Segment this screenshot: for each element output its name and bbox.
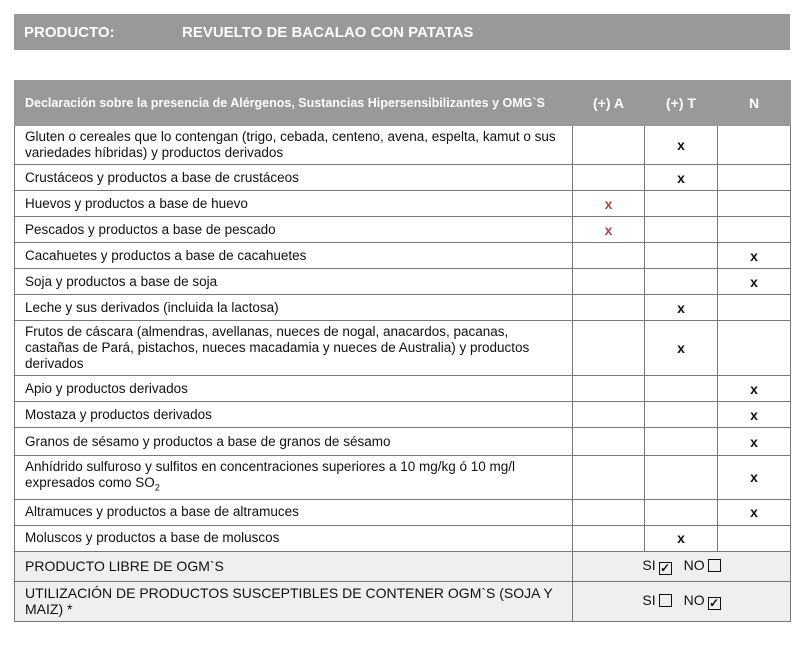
table-row [15,165,791,191]
si-label: SI [642,557,656,574]
table-row [15,499,791,525]
no-label: NO [683,592,705,609]
mark-col-a [573,456,645,500]
mark-col-n: x [718,402,791,428]
checked-box-icon[interactable]: ✓ [660,561,671,576]
table-row [15,295,791,321]
mark-col-t [645,499,718,525]
si-label: SI [642,592,656,609]
allergen-text: Granos de sésamo y productos a base de granos de sésamo [25,433,391,449]
mark-col-n [718,525,791,551]
mark-col-a [573,165,645,191]
allergen-description [15,321,573,376]
allergen-text: Frutos de cáscara (almendras, avellanas, nueces de nogal, anacardos, pacanas, castañas de Pará, pistachos, nueces macadamia y nueces de Australia) y productos derivados [25,324,530,371]
product-header [14,14,790,50]
header-col-t: (+) T [645,81,718,126]
mark-col-t [645,191,718,217]
mark-col-a [573,269,645,295]
table-row [15,456,791,500]
mark-col-a: x [573,217,645,243]
mark-col-t [645,428,718,456]
mark-col-t [645,269,718,295]
summary-text: UTILIZACIÓN DE PRODUCTOS SUSCEPTIBLES DE CONTENER OGM`S (SOJA Y MAIZ) * [15,581,573,621]
mark-col-n: x [718,428,791,456]
allergen-description [15,456,573,500]
allergen-text: Soja y productos a base de soja [25,273,218,289]
mark-col-t [645,402,718,428]
mark-col-t: x [645,126,718,165]
allergen-text: Leche y sus derivados (incluida la lactosa) [25,299,279,315]
mark-col-a [573,376,645,402]
empty-box-icon[interactable] [708,559,721,572]
mark-col-a [573,402,645,428]
summary-choice [573,551,791,581]
allergen-description [15,376,573,402]
table-row [15,126,791,165]
table-row [15,217,791,243]
allergen-description [15,428,573,456]
mark-col-a [573,243,645,269]
product-name: REVUELTO DE BACALAO CON PATATAS [182,23,474,41]
empty-box-icon[interactable] [659,594,672,607]
allergen-description [15,269,573,295]
allergen-text: Altramuces y productos a base de altramuces [25,504,299,520]
mark-col-n [718,126,791,165]
table-header-row [15,81,791,126]
mark-col-n [718,295,791,321]
mark-col-n: x [718,499,791,525]
mark-col-t: x [645,321,718,376]
no-label: NO [683,557,705,574]
table-row [15,191,791,217]
allergen-text: Huevos y productos a base de huevo [25,195,248,211]
allergen-text: Gluten o cereales que lo contengan (trigo, cebada, centeno, avena, espelta, kamut o sus variedades híbridas) y productos derivados [25,129,556,160]
allergen-description [15,295,573,321]
mark-col-t: x [645,295,718,321]
mark-col-n [718,165,791,191]
allergen-text: Moluscos y productos a base de moluscos [25,530,280,546]
allergen-description [15,499,573,525]
table-row [15,321,791,376]
mark-col-n: x [718,269,791,295]
mark-col-n: x [718,243,791,269]
table-row [15,243,791,269]
allergen-text: Mostaza y productos derivados [25,406,212,422]
mark-col-a [573,295,645,321]
mark-col-a [573,499,645,525]
allergen-subscript: 2 [154,482,160,493]
summary-choice [573,581,791,621]
mark-col-a: x [573,191,645,217]
summary-text: PRODUCTO LIBRE DE OGM`S [15,551,573,581]
allergen-description [15,243,573,269]
allergen-description [15,165,573,191]
allergen-description [15,191,573,217]
mark-col-t: x [645,525,718,551]
summary-row [15,581,791,621]
mark-col-a [573,126,645,165]
mark-col-t [645,376,718,402]
mark-col-a [573,321,645,376]
allergen-text: Cacahuetes y productos a base de cacahuetes [25,247,307,263]
header-col-n: N [718,81,791,126]
table-row [15,428,791,456]
header-col-a: (+) A [573,81,645,126]
mark-col-n [718,217,791,243]
mark-col-t [645,217,718,243]
table-row [15,376,791,402]
checked-box-icon[interactable]: ✓ [709,596,720,611]
mark-col-n: x [718,376,791,402]
mark-col-t [645,243,718,269]
mark-col-t [645,456,718,500]
allergen-text: Crustáceos y productos a base de crustáceos [25,169,299,185]
allergen-table [14,80,791,622]
mark-col-n [718,321,791,376]
mark-col-a [573,428,645,456]
product-label: PRODUCTO: [24,23,115,41]
allergen-description [15,217,573,243]
mark-col-n [718,191,791,217]
table-row [15,402,791,428]
header-description: Declaración sobre la presencia de Alérgenos, Sustancias Hipersensibilizantes y OMG`S [15,81,573,126]
allergen-description [15,126,573,165]
table-row [15,269,791,295]
allergen-text: Pescados y productos a base de pescado [25,221,276,237]
allergen-text: Apio y productos derivados [25,380,188,396]
allergen-description [15,525,573,551]
summary-row [15,551,791,581]
mark-col-n: x [718,456,791,500]
mark-col-a [573,525,645,551]
table-row [15,525,791,551]
allergen-description [15,402,573,428]
allergen-text: Anhídrido sulfuroso y sulfitos en concentraciones superiores a 10 mg/kg ó 10 mg/l expresados como SO [25,459,516,490]
mark-col-t: x [645,165,718,191]
